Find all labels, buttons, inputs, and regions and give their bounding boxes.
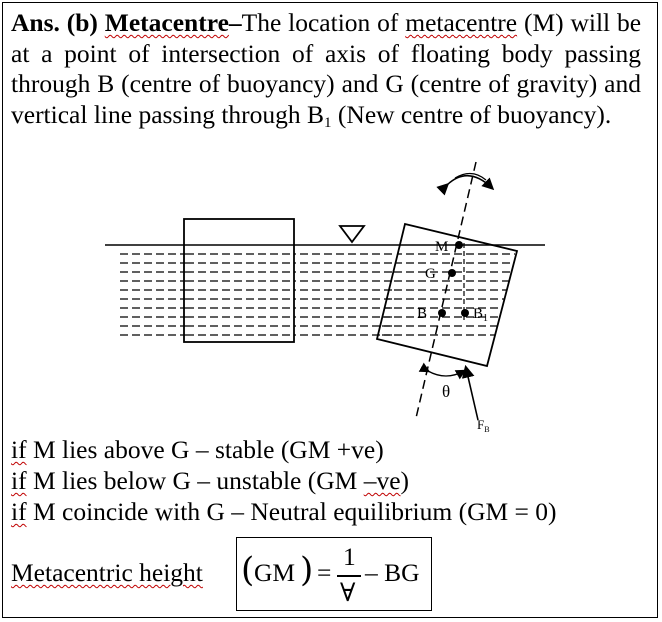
- formula-close-paren: ): [300, 550, 314, 590]
- answer-prefix: Ans. (b): [11, 8, 98, 37]
- point-B: [438, 309, 446, 317]
- condition-text: M coincide with G – Neutral equilibrium (GM = 0): [26, 497, 557, 526]
- condition-tail: ): [400, 466, 410, 495]
- formula-label: [11, 558, 203, 588]
- point-G: [448, 269, 456, 277]
- answer-body-1: The location of: [241, 8, 399, 37]
- water-level-symbol: [340, 226, 364, 242]
- condition-text: M lies above G – stable (GM +ve): [26, 435, 384, 464]
- rotation-arrow: [447, 176, 492, 188]
- formula-equals: =: [317, 558, 332, 587]
- label-M: M: [435, 239, 449, 255]
- answer-dash: –: [228, 8, 242, 37]
- formula-open-paren: (: [241, 550, 255, 590]
- answer-body-sub: 1: [324, 114, 332, 131]
- condition-stable: [11, 435, 384, 465]
- answer-body-metacentre: metacentre: [405, 8, 518, 37]
- formula-denominator: ∀: [340, 578, 356, 607]
- condition-tail-wavy: –ve: [363, 466, 401, 495]
- buoyancy-force-arrow: [466, 368, 478, 420]
- point-M: [455, 241, 463, 249]
- label-B1: $B_1$: [473, 306, 489, 324]
- formula-numerator: 1: [343, 542, 356, 571]
- answer-body-2: (M) will be at a point of intersection of axis of floating body passing through B (centre of buoyancy) and G (centre of gravity) and vertical line passing through B: [11, 8, 642, 129]
- condition-text: M lies below G – unstable (GM: [26, 466, 364, 495]
- point-B1: [461, 309, 469, 317]
- formula-minus-term: – BG: [365, 558, 420, 587]
- water-hatch: [120, 254, 515, 335]
- answer-term: Metacentre: [104, 8, 229, 37]
- formula-lhs: GM: [254, 558, 296, 587]
- answer-body-3: (New centre of buoyancy).: [337, 99, 612, 129]
- formula-label-text: Metacentric height: [11, 558, 203, 587]
- formula-fraction-bar: [337, 575, 361, 577]
- label-G: G: [425, 266, 436, 282]
- formula-box: [236, 537, 432, 611]
- theta-arc: [428, 371, 464, 376]
- label-FB: $F_B$: [477, 417, 490, 434]
- condition-if: if: [11, 466, 27, 495]
- condition-if: if: [11, 435, 27, 464]
- metacentre-diagram: [0, 160, 662, 440]
- label-theta: θ: [442, 382, 451, 401]
- condition-unstable: [11, 466, 409, 496]
- label-B: B: [417, 306, 428, 322]
- answer-paragraph: [11, 8, 641, 138]
- condition-neutral: [11, 497, 557, 527]
- condition-if: if: [11, 497, 27, 526]
